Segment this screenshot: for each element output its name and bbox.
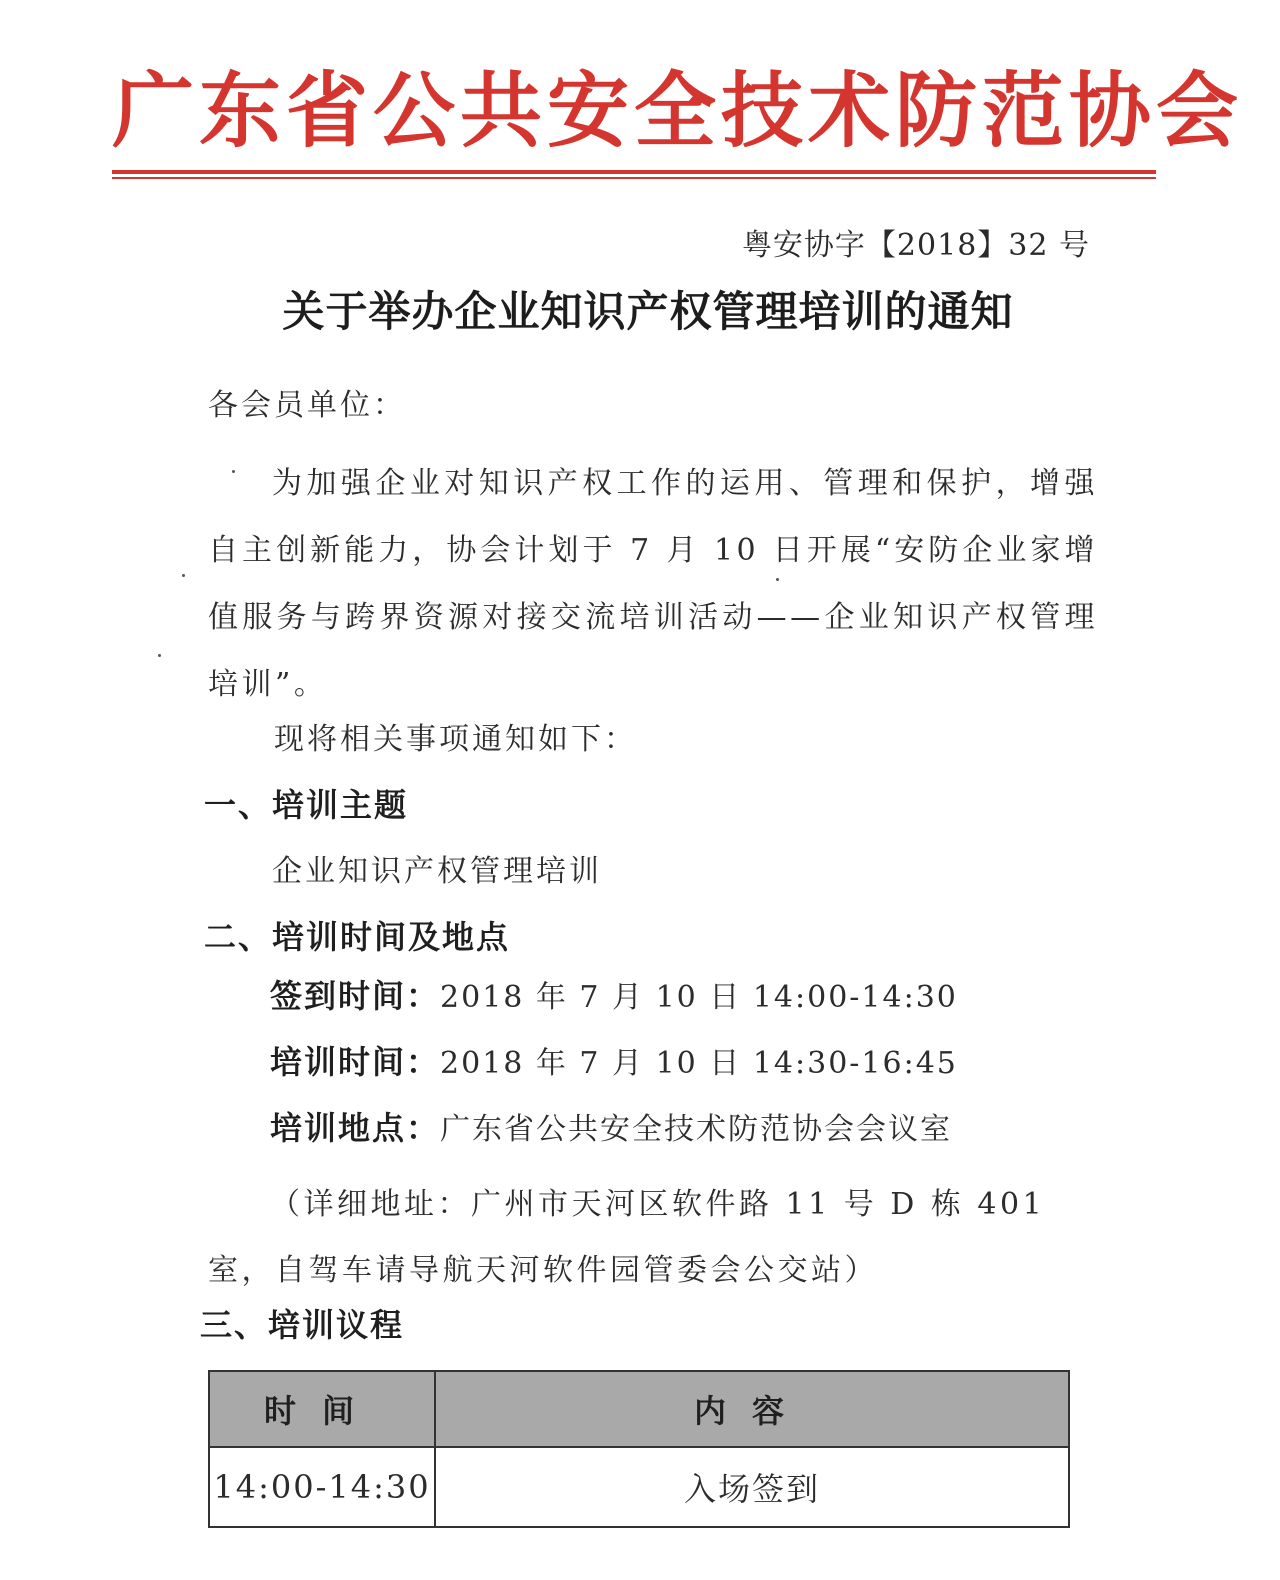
address-note: （详细地址：广州市天河区软件路 11 号 D 栋 401 室，自驾车请导航天河软件园管委会公交站）	[208, 1187, 1046, 1288]
scan-speck	[182, 574, 185, 577]
letterhead-red-rule-thick	[112, 170, 1156, 174]
letterhead-red-rule-thin	[112, 177, 1156, 179]
organization-letterhead: 广东省公共安全技术防范协会	[112, 64, 1244, 159]
scan-speck	[158, 654, 161, 657]
scan-speck	[776, 578, 779, 581]
agenda-table	[208, 1370, 1070, 1528]
signin-time-label: 签到时间：	[270, 977, 441, 1015]
section-heading-agenda: 三、培训议程	[200, 1306, 405, 1344]
training-place-value: 广东省公共安全技术防范协会会议室	[440, 1112, 953, 1147]
theme-text: 企业知识产权管理培训	[272, 854, 602, 889]
agenda-row-content: 入场签到	[435, 1447, 1069, 1527]
agenda-row-time: 14:00-14:30	[209, 1447, 435, 1527]
section-heading-time-place: 二、培训时间及地点	[204, 918, 511, 956]
training-time-value: 2018 年 7 月 10 日 14:30-16:45	[440, 1046, 958, 1081]
signin-time-row	[270, 974, 958, 1020]
training-time-row	[270, 1040, 958, 1086]
body-paragraph: 为加强企业对知识产权工作的运用、管理和保护，增强自主创新能力，协会计划于 7 月 10 日开展“安防企业家增值服务与跨界资源对接交流培训活动——企业知识产权管理培训”。	[208, 466, 1098, 702]
agenda-header-content: 内容	[435, 1371, 1069, 1447]
section-heading-theme: 一、培训主题	[204, 786, 409, 824]
table-row	[209, 1447, 1069, 1527]
scan-speck	[232, 470, 235, 473]
agenda-header-time: 时间	[209, 1371, 435, 1447]
salutation: 各会员单位：	[208, 388, 406, 423]
document-title: 关于举办企业知识产权管理培训的通知	[282, 287, 1014, 336]
document-number: 粤安协字【2018】32 号	[741, 228, 1090, 263]
training-place-label: 培训地点：	[270, 1109, 441, 1147]
training-time-label: 培训时间：	[270, 1043, 441, 1081]
agenda-header-row	[209, 1371, 1069, 1447]
signin-time-value: 2018 年 7 月 10 日 14:00-14:30	[440, 980, 958, 1015]
training-place-row	[270, 1106, 952, 1152]
notice-intro: 现将相关事项通知如下：	[274, 722, 637, 757]
